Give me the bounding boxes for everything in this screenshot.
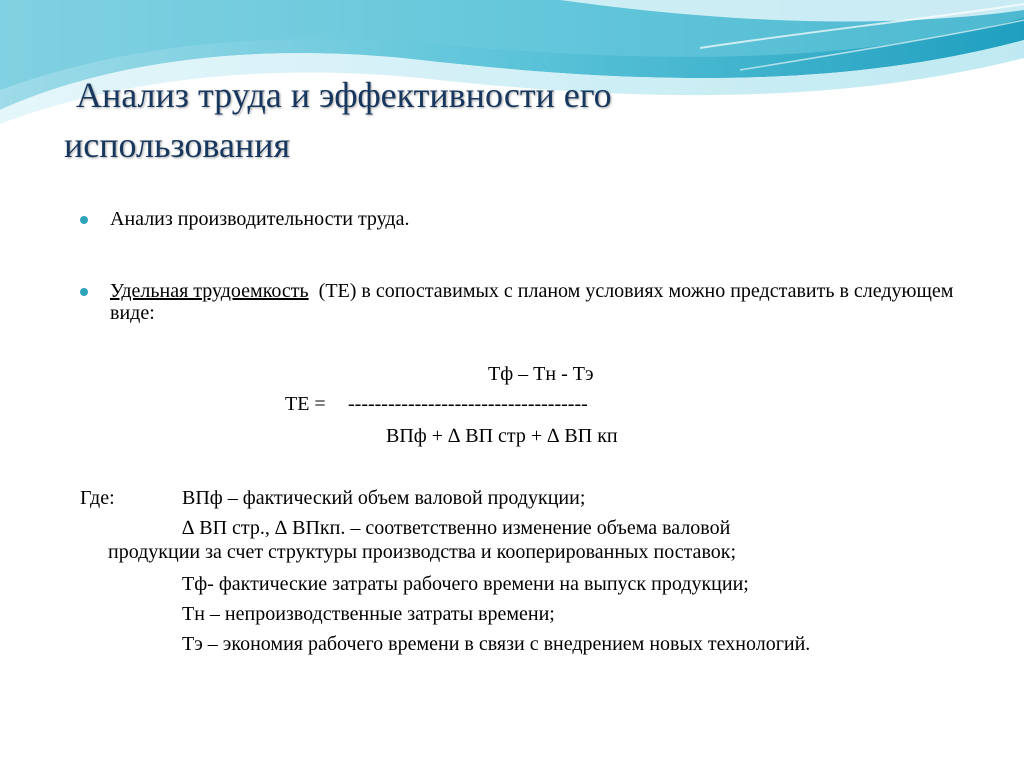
slide-title-line2: использования (64, 125, 291, 165)
bullet-dot-icon (80, 288, 88, 296)
bullet-text-rest: (ТЕ) в сопоставимых с планом условиях можно представить в следующем виде: (110, 280, 959, 324)
bullet-text (110, 280, 960, 324)
bullet-dot-icon (80, 216, 88, 224)
definition-line: ВПф – фактический объем валовой продукции; (182, 487, 586, 509)
slide-title (64, 70, 964, 170)
definition-line: ∆ ВП стр., ∆ ВПкп. – соответственно изменение объема валовой (182, 517, 731, 539)
term-underlined: Удельная трудоемкость (110, 280, 309, 302)
definitions-label: Где: (80, 487, 115, 509)
bullet-text: Анализ производительности труда. (110, 208, 410, 230)
formula-fraction-bar: ------------------------------------ (348, 393, 588, 415)
definition-line: Тф- фактические затраты рабочего времени на выпуск продукции; (182, 573, 749, 595)
definition-line: продукции за счет структуры производства и кооперированных поставок; (108, 541, 737, 563)
formula-denominator: ВПф + ∆ ВП стр + ∆ ВП кп (386, 425, 618, 447)
slide-title-line1: Анализ труда и эффективности его (76, 75, 612, 115)
formula-lhs: ТЕ = (285, 393, 326, 415)
definition-line: Тн – непроизводственные затраты времени; (182, 603, 555, 625)
definition-line: Тэ – экономия рабочего времени в связи с внедрением новых технологий. (182, 633, 811, 655)
formula-numerator: Тф – Тн - Тэ (488, 363, 594, 385)
